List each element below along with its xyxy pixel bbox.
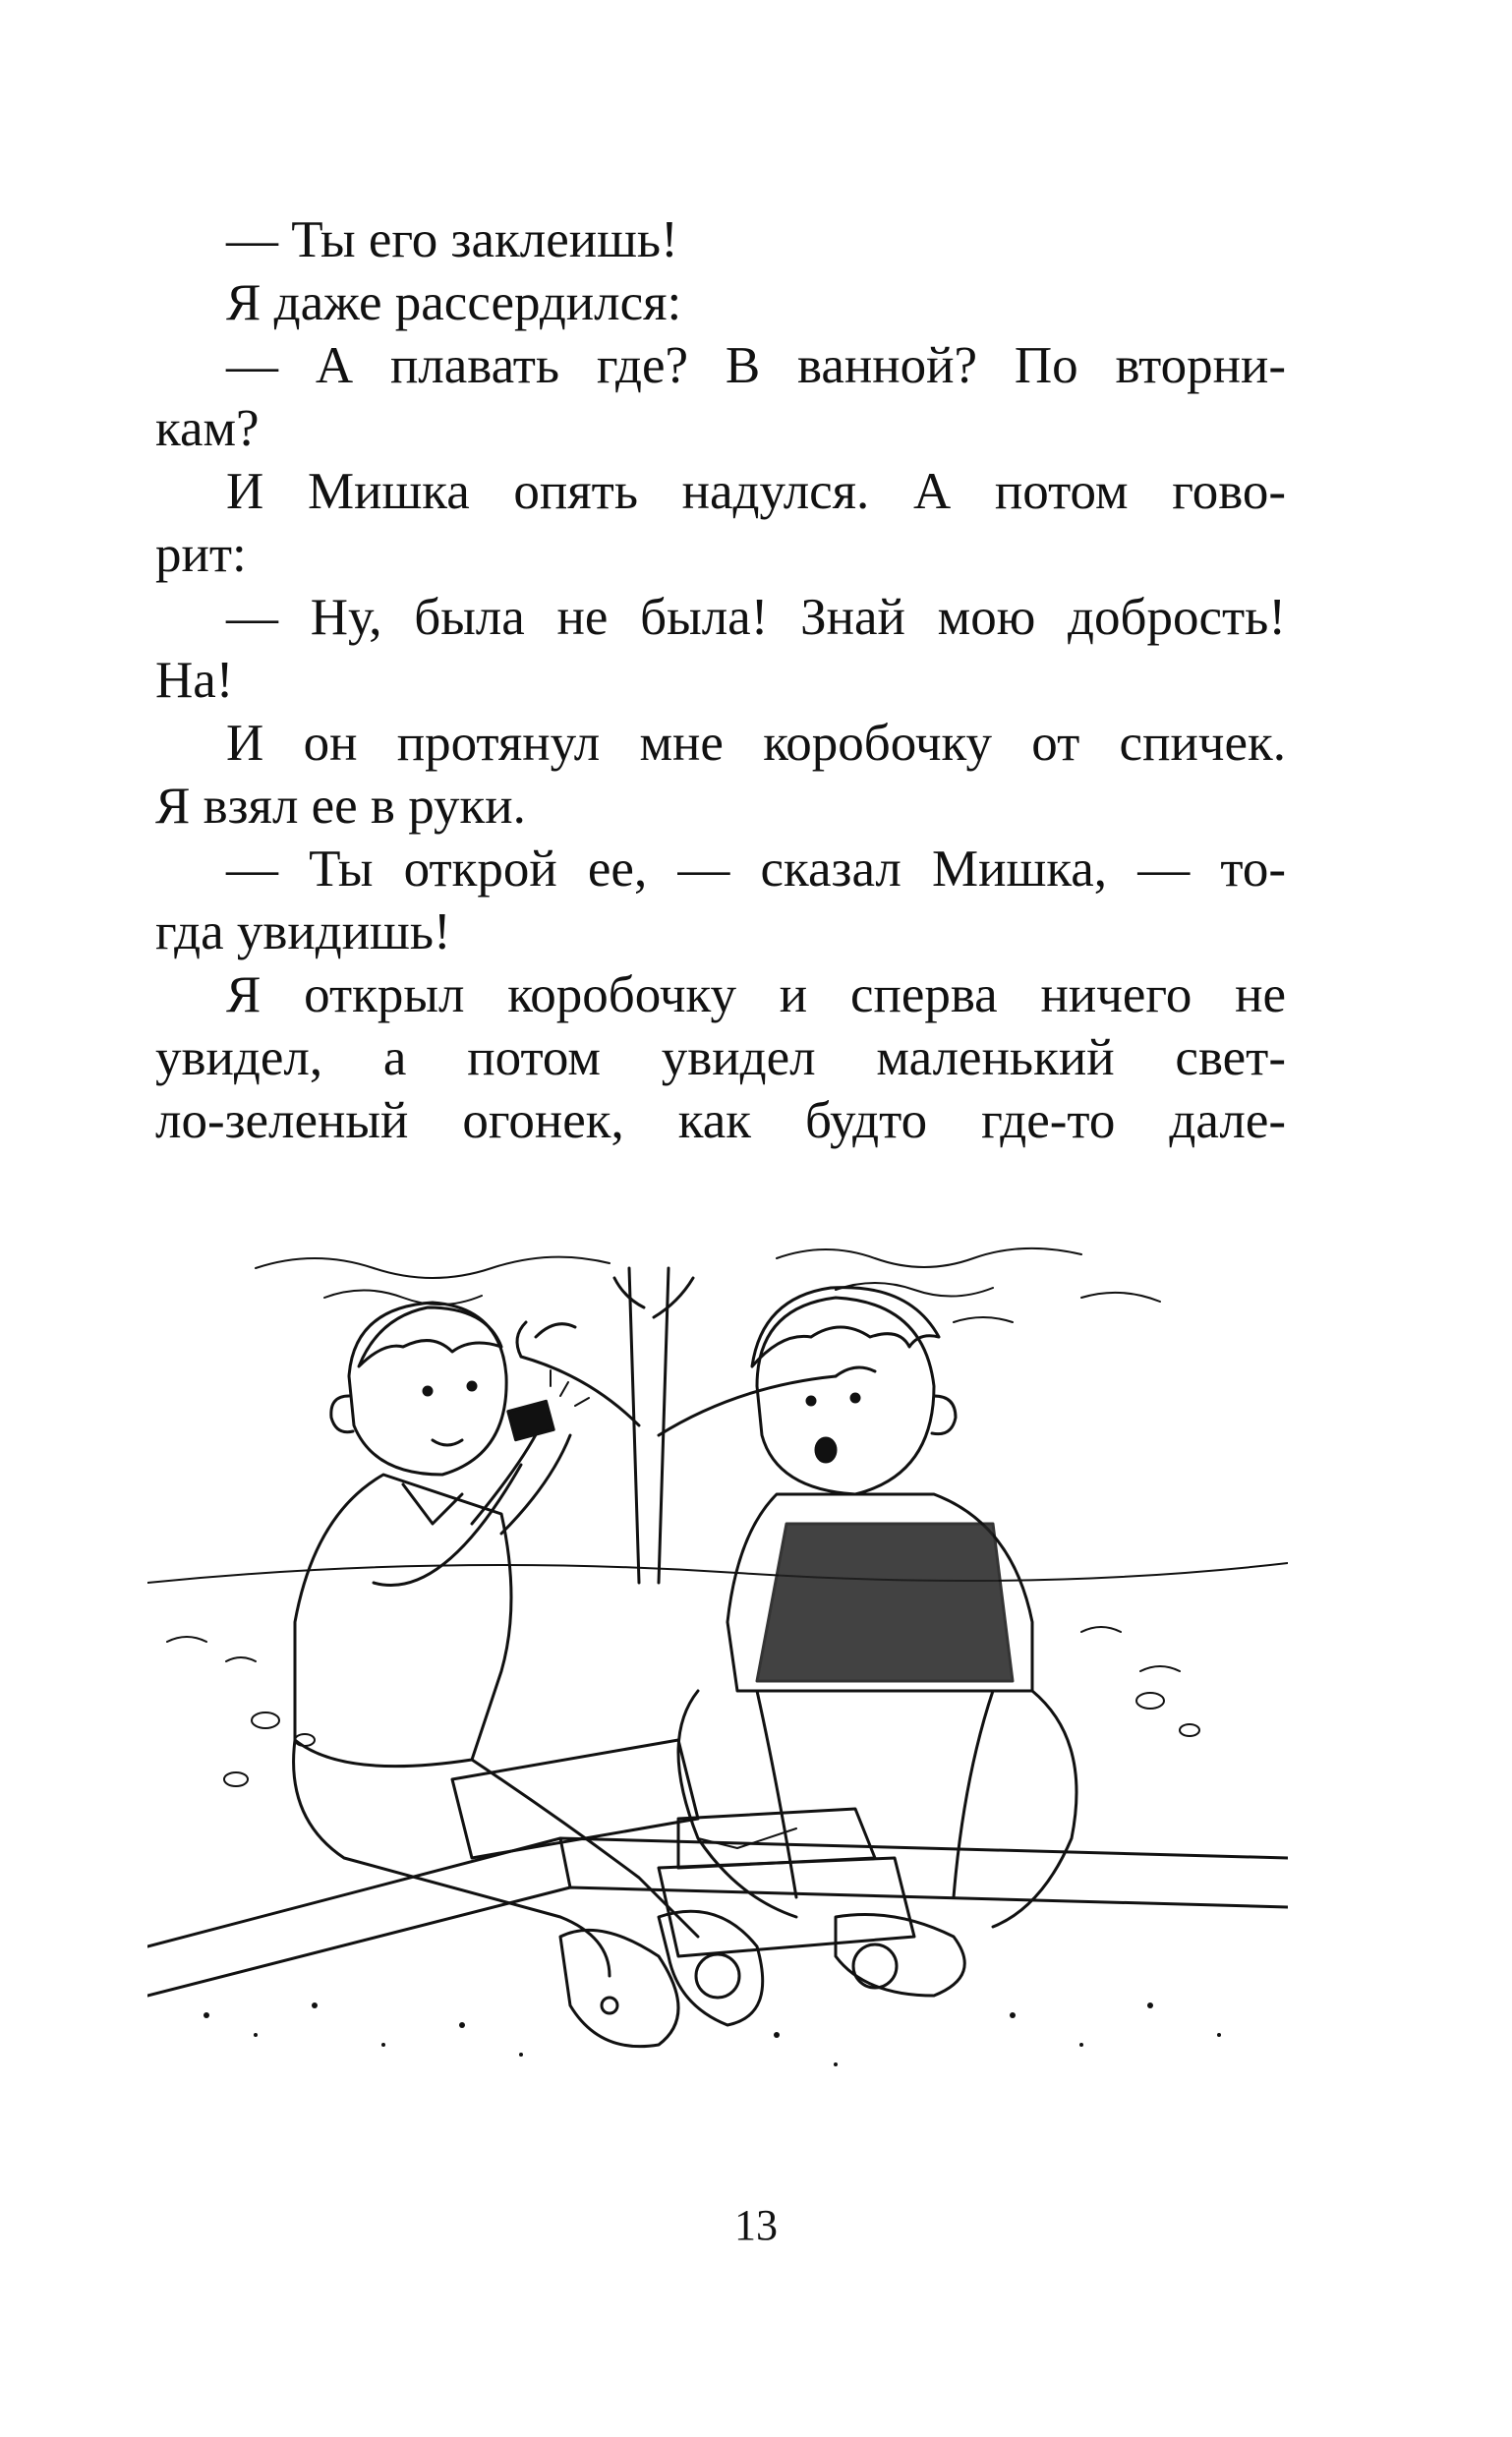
text-line: увидел, а потом увидел маленький свет- [155,1029,1286,1086]
page-number: 13 [734,2201,778,2249]
text-line: Я открыл коробочку и сперва ничего не [226,966,1286,1023]
text-line: И он протянул мне коробочку от спичек. [226,715,1286,772]
text-line: — Ну, была не была! Знай мою доброcть! [226,589,1286,646]
boy-right [678,1288,1076,1996]
boy-left [294,1303,763,2047]
text-line: И Мишка опять надулся. А потом гово- [226,463,1286,520]
text-line: — Ты его заклеишь! [226,211,678,268]
text-line: — А плавать где? В ванной? По вторни- [226,337,1286,394]
text-line: гда увидишь! [155,903,451,960]
sand-texture [204,2002,1221,2066]
illustration-two-boys-sandbox [147,1229,1288,2114]
text-line: рит: [155,526,247,583]
text-line: кам? [155,400,260,457]
text-line: ло-зеленый огонек, как будто где-то дале- [155,1092,1286,1149]
text-line: Я даже рассердился: [226,274,682,331]
sandbox-frame [147,1740,1288,1996]
text-line: Я взял ее в руки. [155,778,526,835]
text-line: — Ты открой ее, — сказал Мишка, — то- [226,841,1286,898]
text-line: На! [155,652,234,709]
